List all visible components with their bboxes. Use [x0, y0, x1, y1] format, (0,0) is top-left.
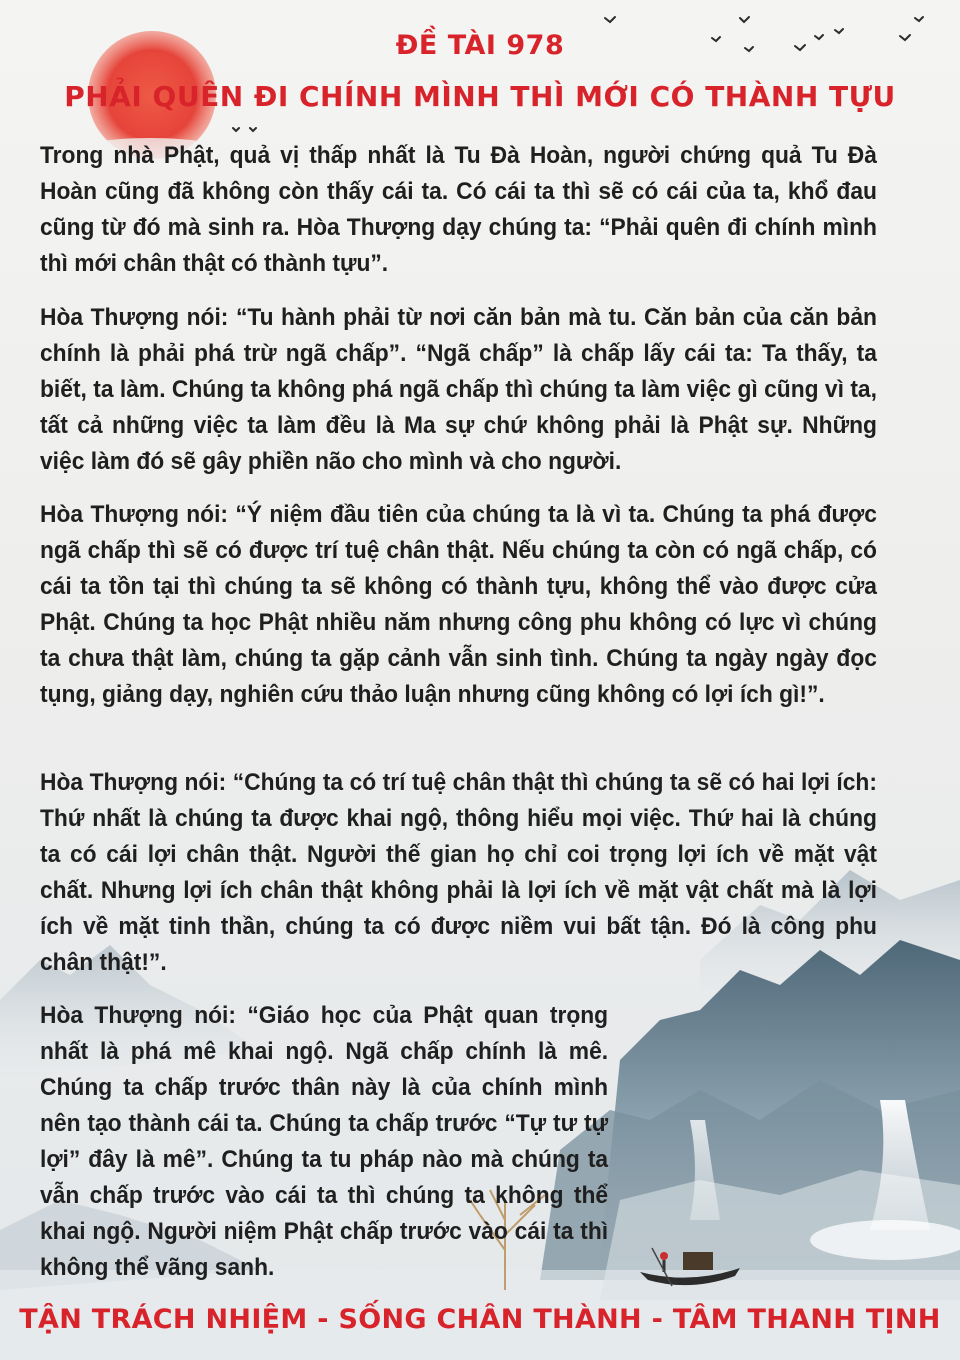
- paragraph-3: Hòa Thượng nói: “Ý niệm đầu tiên của chúng ta là vì ta. Chúng ta phá được ngã chấp thì sẽ có được trí tuệ chân thật. Nếu chúng ta còn có ngã chấp, có cái ta tồn tại thì chúng ta sẽ không có thành tựu, không thể vào được cửa Phật. Chúng ta học Phật nhiều năm nhưng công phu không có lực vì chúng ta chưa thật làm, chúng ta gặp cảnh vẫn sinh tình. Chúng ta ngày ngày đọc tụng, giảng dạy, nghiên cứu thảo luận nhưng cũng không có lợi ích gì!”.: [40, 501, 877, 708]
- paragraph-1: Trong nhà Phật, quả vị thấp nhất là Tu Đà Hoàn, người chứng quả Tu Đà Hoàn cũng đã không còn thấy cái ta. Có cái ta thì sẽ có cái của ta, khổ đau cũng từ đó mà sinh ra. Hòa Thượng dạy chúng ta: “Phải quên đi chính mình thì mới chân thật có thành tựu”.: [40, 142, 877, 277]
- footer-motto: TẬN TRÁCH NHIỆM - SỐNG CHÂN THÀNH - TÂM THANH TỊNH: [19, 1304, 941, 1335]
- page-title: PHẢI QUÊN ĐI CHÍNH MÌNH THÌ MỚI CÓ THÀNH TỰU: [64, 80, 896, 113]
- paragraph-5: Hòa Thượng nói: “Giáo học của Phật quan trọng nhất là phá mê khai ngộ. Ngã chấp chính là mê. Chúng ta chấp trước thân này là của chính mình nên tạo thành cái ta. Chúng ta chấp trước “Tự tư tự lợi” đây là mê”. Chúng ta tu pháp nào mà chúng ta vẫn chấp trước vào cái ta thì chúng ta không thể khai ngộ. Người niệm Phật chấp trước vào cái ta thì không thể vãng sanh.: [40, 1002, 609, 1281]
- topic-number: ĐỀ TÀI 978: [395, 30, 565, 61]
- paragraph-2: Hòa Thượng nói: “Tu hành phải từ nơi căn bản mà tu. Căn bản của căn bản chính là phải phá trừ ngã chấp”. “Ngã chấp” là chấp lấy cái ta: Ta thấy, ta biết, ta làm. Chúng ta không phá ngã chấp thì chúng ta làm việc gì cũng vì ta, tất cả những việc ta làm đều là Ma sự chứ không phải là Phật sự. Những việc làm đó sẽ gây phiền não cho mình và cho người.: [40, 304, 877, 475]
- paragraph-4: Hòa Thượng nói: “Chúng ta có trí tuệ chân thật thì chúng ta sẽ có hai lợi ích: Thứ nhất là chúng ta được khai ngộ, thông hiểu mọi việc. Thứ hai là chúng ta có cái lợi chân thật. Người thế gian họ chỉ coi trọng lợi ích về mặt vật chất. Nhưng lợi ích chân thật không phải là lợi ích về mặt vật chất mà là lợi ích về mặt tinh thần, chúng ta có được niềm vui bất tận. Đó là công phu chân thật!”.: [40, 769, 877, 976]
